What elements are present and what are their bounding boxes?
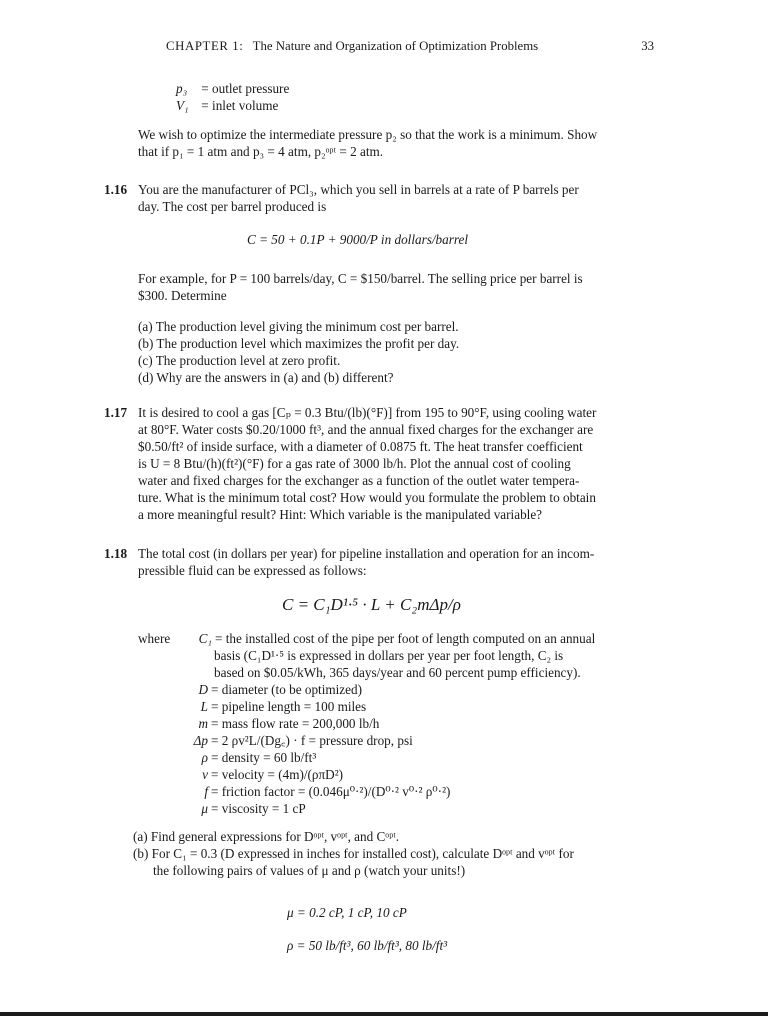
cost-equation: C = 50 + 0.1P + 9000/P in dollars/barrel — [247, 232, 468, 247]
list-item: (a) Find general expressions for Dᵒᵖᵗ, vᵒᵖᵗ, and Cᵒᵖᵗ. — [133, 829, 400, 844]
intro-paragraph — [138, 126, 658, 160]
list-item: (b) For C₁ = 0.3 (D expressed in inches for installed cost), calculate Dᵒᵖᵗ and vᵒᵖᵗ for — [133, 846, 574, 861]
definition-symbol: p₃ — [176, 81, 188, 96]
text-line: day. The cost per barrel produced is — [138, 199, 327, 214]
list-item: (d) Why are the answers in (a) and (b) different? — [138, 370, 394, 385]
problem-number: 1.16 — [104, 182, 128, 197]
where-definitions — [138, 630, 658, 817]
text-line: You are the manufacturer of PCl₃, which you sell in barrels at a rate of P barrels per — [138, 182, 579, 197]
definition-text: = friction factor = (0.046μ⁰·²)/(D⁰·² v⁰·² ρ⁰·²) — [211, 784, 451, 799]
definition-row — [176, 80, 289, 97]
definition-symbol: m — [198, 716, 208, 731]
definition-text: basis (C₁D¹·⁵ is expressed in dollars per year per foot length, C₂ is — [214, 648, 564, 663]
problem-1-18 — [104, 545, 664, 579]
definition-text: = viscosity = 1 cP — [211, 801, 306, 816]
text-line: water and fixed charges for the exchanger as a function of the outlet water tempera- — [138, 473, 580, 488]
problem-1-17 — [104, 404, 664, 523]
text-line: is U = 8 Btu/(h)(ft²)(°F) for a gas rate of 3000 lb/h. Plot the annual cost of cooling — [138, 456, 571, 471]
definition-row — [176, 97, 289, 114]
list-item: (c) The production level at zero profit. — [138, 353, 341, 368]
where-label: where — [138, 631, 171, 646]
list-item: (b) The production level which maximizes the profit per day. — [138, 336, 460, 351]
text-line: pressible fluid can be expressed as follows: — [138, 563, 367, 578]
problem-1-16 — [104, 181, 664, 215]
viscosity-values: μ = 0.2 cP, 1 cP, 10 cP — [287, 905, 407, 920]
definition-symbol: L — [200, 699, 208, 714]
text-line: $0.50/ft² of inside surface, with a diameter of 0.0875 ft. The heat transfer coefficient — [138, 439, 583, 454]
page-bottom-edge — [0, 1012, 768, 1016]
chapter-label: CHAPTER 1: — [166, 39, 244, 53]
definition-symbol: ρ — [201, 750, 208, 765]
total-cost-equation: C = C₁D¹·⁵ · L + C₂mΔp/ρ — [282, 595, 461, 614]
density-values: ρ = 50 lb/ft³, 60 lb/ft³, 80 lb/ft³ — [287, 938, 448, 953]
text-line: a more meaningful result? Hint: Which variable is the manipulated variable? — [138, 507, 543, 522]
page-number: 33 — [641, 39, 654, 53]
variable-definitions-top — [176, 80, 289, 114]
text-line: the following pairs of values of μ and ρ (watch your units!) — [153, 863, 466, 878]
list-item: (a) The production level giving the minimum cost per barrel. — [138, 319, 459, 334]
definition-symbol: v — [202, 767, 208, 782]
sub-question-list — [138, 318, 459, 386]
definition-symbol: f — [204, 784, 208, 799]
problem-number: 1.18 — [104, 546, 128, 561]
definition-symbol: μ — [201, 801, 208, 816]
definition-symbol: V₁ — [176, 98, 189, 113]
text-line: ture. What is the minimum total cost? How would you formulate the problem to obtain — [138, 490, 596, 505]
definition-text: = mass flow rate = 200,000 lb/h — [211, 716, 380, 731]
question-parts — [133, 828, 663, 879]
definition-text: based on $0.05/kWh, 365 days/year and 60 percent pump efficiency). — [214, 665, 581, 680]
text-line: $300. Determine — [138, 288, 227, 303]
text-line: We wish to optimize the intermediate pressure p₂ so that the work is a minimum. Show — [138, 127, 598, 142]
definition-text: = outlet pressure — [201, 81, 290, 96]
definition-text: = diameter (to be optimized) — [211, 682, 362, 697]
problem-number: 1.17 — [104, 405, 128, 420]
chapter-title: The Nature and Organization of Optimization Problems — [252, 39, 539, 53]
text-line: It is desired to cool a gas [Cₚ = 0.3 Btu/(lb)(°F)] from 195 to 90°F, using cooling water — [138, 405, 597, 420]
text-line: For example, for P = 100 barrels/day, C = $150/barrel. The selling price per barrel is — [138, 271, 583, 286]
definition-text: = inlet volume — [201, 98, 279, 113]
example-paragraph — [138, 270, 658, 304]
definition-symbol: C₁ — [198, 631, 212, 646]
definition-text: = density = 60 lb/ft³ — [211, 750, 317, 765]
definition-text: = 2 ρv²L/(Dg꜀) · f = pressure drop, psi — [211, 733, 413, 748]
text-line: The total cost (in dollars per year) for pipeline installation and operation for an incom- — [138, 546, 595, 561]
running-header — [166, 38, 654, 55]
definition-symbol: D — [198, 682, 208, 697]
definition-text: = velocity = (4m)/(ρπD²) — [211, 767, 344, 782]
definition-text: = the installed cost of the pipe per foot of length computed on an annual — [215, 631, 596, 646]
definition-symbol: Δp — [193, 733, 208, 748]
text-line: that if p₁ = 1 atm and p₃ = 4 atm, p₂ᵒᵖᵗ = 2 atm. — [138, 144, 384, 159]
text-line: at 80°F. Water costs $0.20/1000 ft³, and the annual fixed charges for the exchanger are — [138, 422, 594, 437]
definition-text: = pipeline length = 100 miles — [211, 699, 367, 714]
